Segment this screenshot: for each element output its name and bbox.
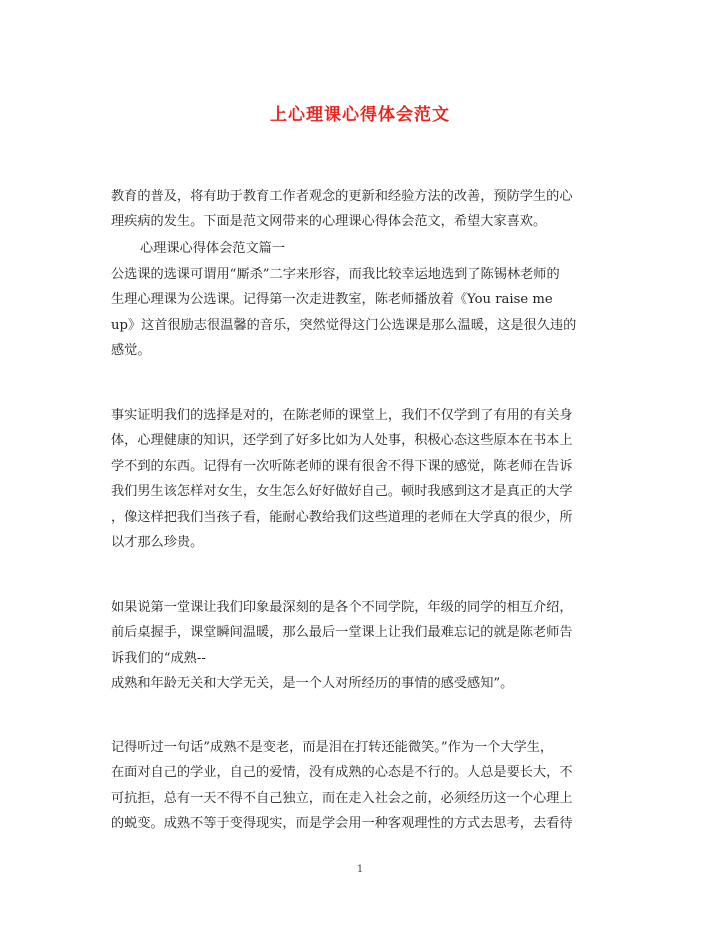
text-line: 的蜕变。成熟不等于变得现实，而是学会用一种客观理性的方式去思考，去看待 (111, 816, 573, 832)
text-line: 可抗拒，总有一天不得不自己独立，而在走入社会之前，必须经历这一个心理上 (111, 790, 573, 806)
text-line: up》这首很励志很温馨的音乐，突然觉得这门公选课是那么温暖，这是很久违的 (111, 317, 577, 333)
text-line: 如果说第一堂课让我们印象最深刻的是各个不同学院，年级的同学的相互介绍， (111, 600, 573, 615)
text-line: 理疾病的发生。下面是范文网带来的心理课心得体会范文，希望大家喜欢。 (111, 214, 547, 230)
text-line: 学不到的东西。记得有一次听陈老师的课有很舍不得下课的感觉，陈老师在告诉 (111, 458, 573, 474)
paragraph-1 (111, 262, 611, 364)
text-line: 在面对自己的学业，自己的爱情，没有成熟的心态是不行的。人总是要长大，不 (111, 765, 573, 781)
text-line: 生理心理课为公选课。记得第一次走进教室，陈老师播放着《You raise me (111, 292, 553, 308)
intro-paragraph (111, 184, 611, 235)
text-line: 以才那么珍贵。 (111, 534, 204, 550)
paragraph-3 (111, 595, 611, 697)
document-title: 上心理课心得体会范文 (270, 105, 450, 125)
paragraph-4 (111, 735, 611, 837)
text-line: 体，心理健康的知识，还学到了好多比如为人处事，积极心态这些原本在书本上 (111, 433, 573, 449)
text-line: 成熟和年龄无关和大学无关，是一个人对所经历的事情的感受感知”。 (111, 676, 514, 692)
paragraph-2 (111, 403, 611, 555)
text-line: 记得听过一句话”成熟不是变老，而是泪在打转还能微笑。”作为一个大学生， (111, 740, 554, 755)
text-line: 我们男生该怎样对女生，女生怎么好好做好自己。顿时我感到这才是真正的大学 (111, 484, 573, 500)
text-line: 事实证明我们的选择是对的，在陈老师的课堂上，我们不仅学到了有用的有关身 (111, 408, 573, 423)
text-line: 感觉。 (111, 343, 151, 359)
page-number: 1 (356, 864, 364, 875)
text-line: 教育的普及，将有助于教育工作者观念的更新和经验方法的改善，预防学生的心 (111, 189, 573, 204)
text-line: 公选课的选课可谓用“厮杀”二字来形容，而我比较幸运地选到了陈锡林老师的 (111, 267, 560, 282)
text-line: 诉我们的“成熟-- (111, 650, 206, 666)
text-line: ，像这样把我们当孩子看，能耐心教给我们这些道理的老师在大学真的很少，所 (111, 509, 573, 525)
text-line: 前后桌握手，课堂瞬间温暖，那么最后一堂课上让我们最难忘记的就是陈老师告 (111, 625, 573, 641)
section-subheading: 心理课心得体会范文篇一 (140, 241, 286, 256)
